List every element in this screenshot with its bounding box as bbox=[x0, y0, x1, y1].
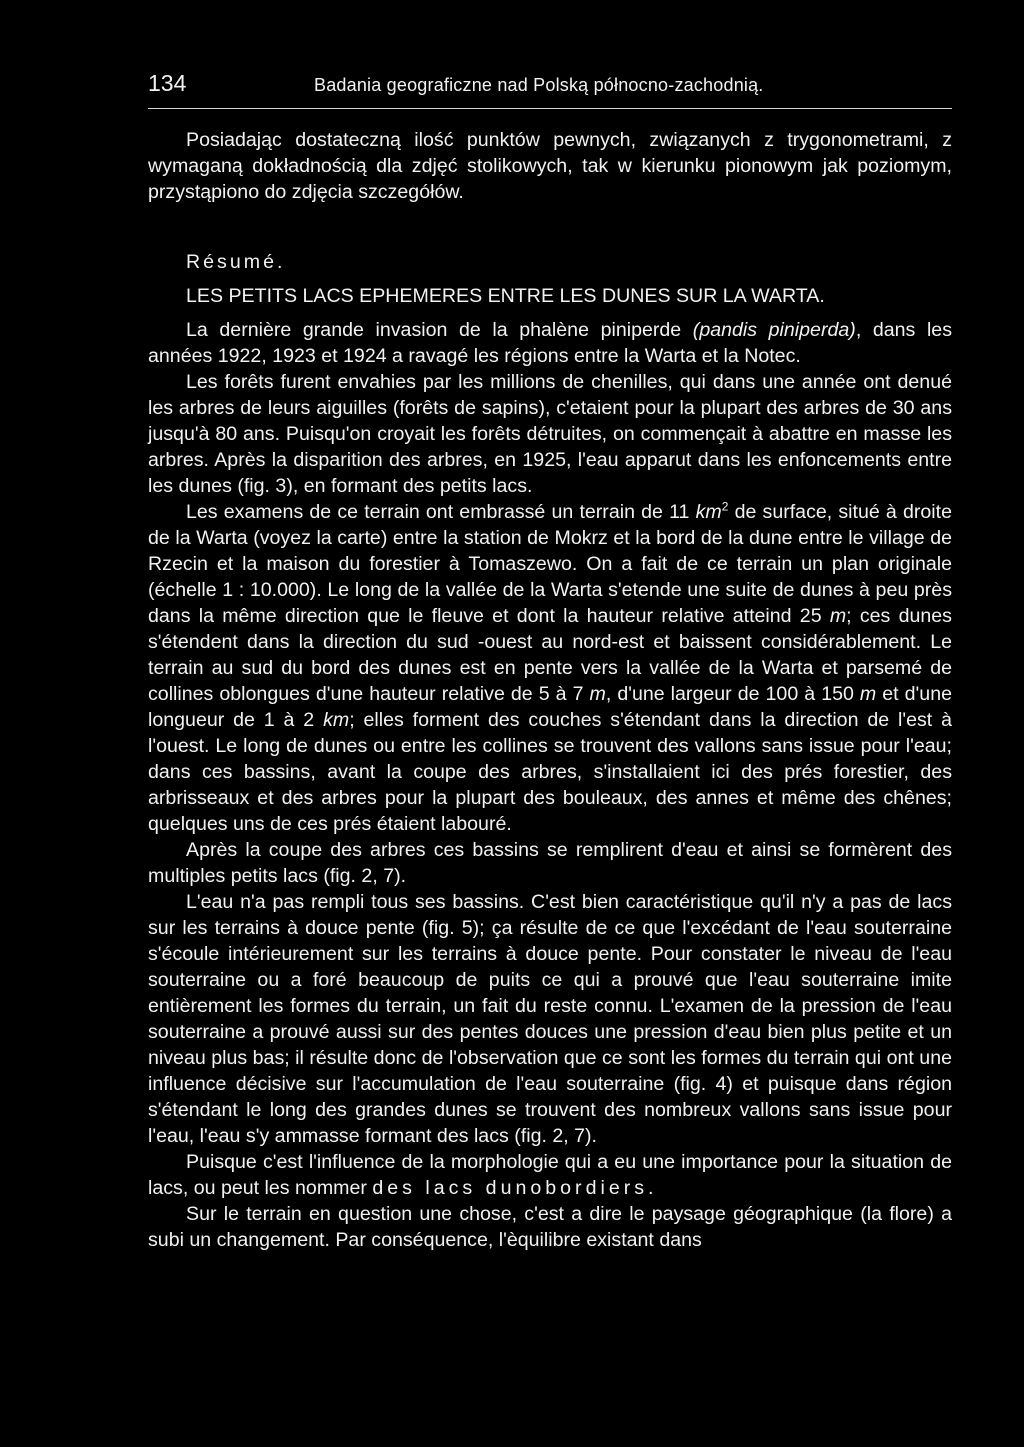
resume-paragraph-3 bbox=[148, 499, 952, 837]
p3-text-b: de surface, situé à droite de la Warta (voyez la carte) entre la station de Mokrz et la bord de la dune entre le village de Rzecin et la maison du forestier à Tomaszewo. On a fait de ce terrain un plan originale (échelle 1 : 10.000). Le long de la vallée de la Warta s'etende une suite de dunes à peu près dans la même direction que le fleuve et dont la hauteur relative atteind 25 bbox=[148, 501, 952, 627]
resume-title: LES PETITS LACS EPHEMERES ENTRE LES DUNES SUR LA WARTA. bbox=[186, 285, 825, 307]
p3-text-e: et d'une longueur de 1 à 2 bbox=[148, 683, 952, 731]
page-header bbox=[148, 70, 952, 109]
p3-text-f: ; elles forment des couches s'étendant dans la direction de l'est à l'ouest. Le long de dunes ou entre les collines se trouvent des vallons sans issue pour l'eau; dans ces bassins, avant la coupe des arbres, s'installaient ici des prés forestier, des arbrisseaux et des arbres pour la plupart des bouleaux, des annes et même des chênes; quelques uns de ces prés étaient labouré. bbox=[148, 709, 952, 835]
p3-text-d: , d'une largeur de 100 à 150 bbox=[605, 683, 860, 705]
p3-unit-km2: km bbox=[323, 709, 350, 731]
resume-paragraph-2: Les forêts furent envahies par les millions de chenilles, qui dans une année ont denué les arbres de leurs aiguilles (forêts de sapins), c'etaient pour la plupart des arbres de 30 ans jusqu'à 80 ans. Puisqu'on croyait les forêts détruites, on commençait à abattre en masse les arbres. Après la disparition des arbres, en 1925, l'eau apparut dans les enfoncements entre les dunes (fig. 3), en formant des petits lacs. bbox=[148, 371, 952, 497]
resume-paragraph-5: L'eau n'a pas rempli tous ses bassins. C'est bien caractéristique qu'il n'y a pas de lacs sur les terrains à douce pente (fig. 5); ça résulte de ce que l'excédant de l'eau souterraine s'écoule intérieurement sur les terrains à douce pente. Pour constater le niveau de l'eau souterraine ou a foré beaucoup de puits ce qui a prouvé que l'eau souterraine imite entièrement les formes du terrain, un fait du reste connu. L'examen de la pression de l'eau souterraine a prouvé aussi sur des pentes douces une pression d'eau bien plus petite et un niveau plus bas; il résulte donc de l'observation que ce sont les formes du terrain qui ont une influence décisive sur l'accumulation de l'eau souterraine (fig. 4) et puisque dans région s'étendant le long des grandes dunes se trouvent des nombreux vallons sans issue pour l'eau, l'eau s'y ammasse formant des lacs (fig. 2, 7). bbox=[148, 891, 952, 1147]
p1-text-b: , dans les années 1922, 1923 et 1924 a ravagé les régions entre la Warta et la Notec. bbox=[148, 319, 952, 367]
p3-unit-m3: m bbox=[859, 683, 877, 705]
resume-paragraph-1 bbox=[148, 317, 952, 369]
p1-text-a: La dernière grande invasion de la phalène piniperde bbox=[186, 319, 693, 341]
p3-unit-m2: m bbox=[589, 683, 606, 705]
p3-unit-sup: 2 bbox=[721, 499, 729, 514]
p3-text-a: Les examens de ce terrain ont embrassé un terrain de 11 bbox=[186, 501, 696, 523]
p3-unit-km: km bbox=[695, 501, 722, 523]
p6-spaced-term: des lacs dunobordiers bbox=[372, 1177, 649, 1199]
page-number: 134 bbox=[148, 70, 187, 96]
p6-text-b: . bbox=[648, 1177, 654, 1199]
resume-heading: Résumé. bbox=[186, 251, 286, 273]
p6-text-a: Puisque c'est l'influence de la morphologie qui a eu une importance pour la situation de lacs, ou peut les nommer bbox=[148, 1151, 952, 1199]
p3-text-c: ; ces dunes s'étendent dans la direction du sud -ouest au nord-est et baissent considérablement. Le terrain au sud du bord des dunes est en pente vers la vallée de la Warta et parsemé de collines oblongues d'une hauteur relative de 5 à 7 bbox=[148, 605, 952, 705]
p1-species-name: (pandis piniperda) bbox=[692, 319, 856, 341]
resume-paragraph-7: Sur le terrain en question une chose, c'est a dire le paysage géographique (la flore) a subi un changement. Par conséquence, l'èquilibre existant dans bbox=[148, 1203, 952, 1251]
resume-paragraph-6 bbox=[148, 1149, 952, 1201]
intro-paragraph: Posiadając dostateczną ilość punktów pewnych, związanych z trygonometrami, z wymaganą dokładnością dla zdjęć stolikowych, tak w kierunku pionowym jak poziomym, przystąpiono do zdjęcia szczegółów. bbox=[148, 129, 952, 203]
p3-unit-m1: m bbox=[829, 605, 847, 627]
resume-paragraph-4: Après la coupe des arbres ces bassins se remplirent d'eau et ainsi se formèrent des multiples petits lacs (fig. 2, 7). bbox=[148, 839, 952, 887]
document-page bbox=[148, 70, 952, 1253]
running-title: Badania geograficzne nad Polską północno-zachodnią. bbox=[314, 75, 764, 95]
